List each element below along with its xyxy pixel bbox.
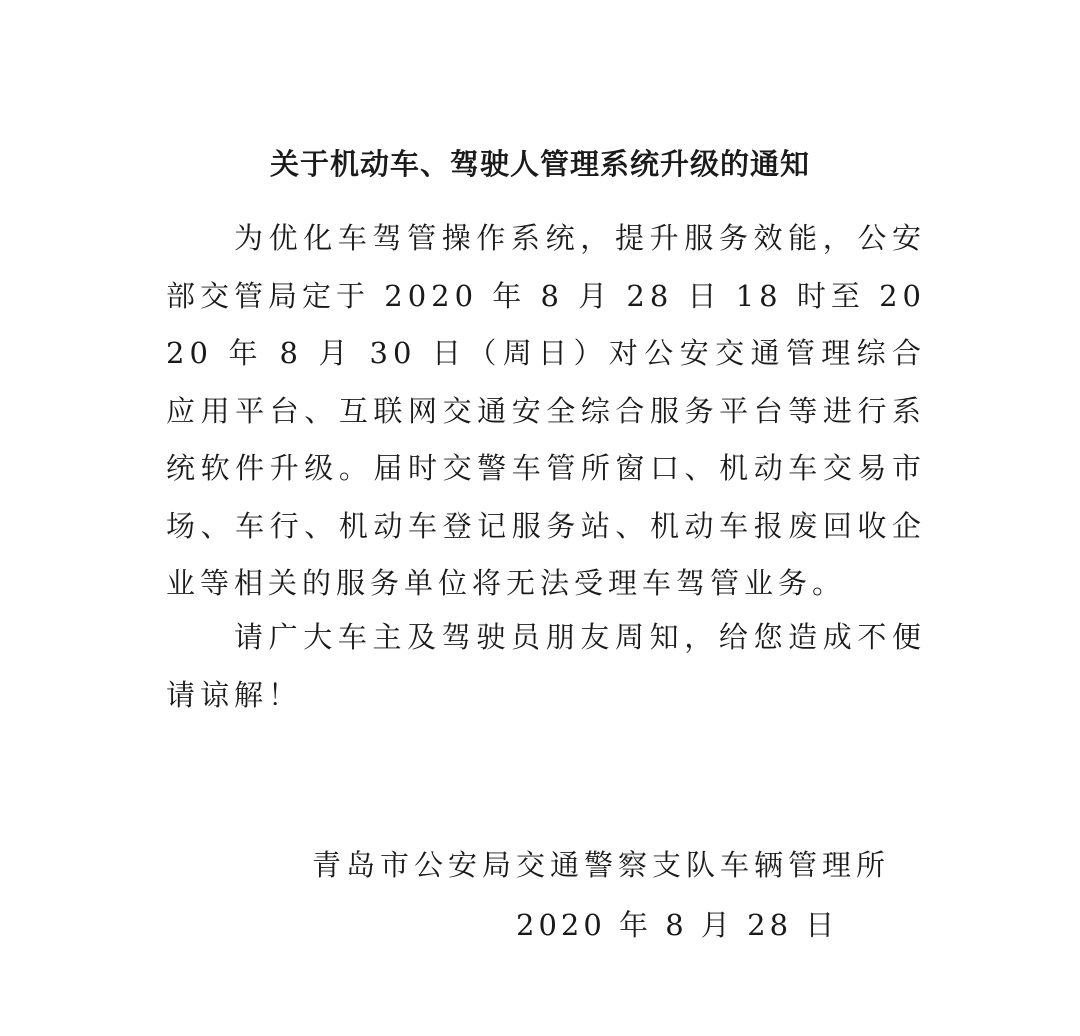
notice-paragraph-1: 为优化车驾管操作系统，提升服务效能，公安部交管局定于 2020 年 8 月 28 日 18 时至 2020 年 8 月 30 日（周日）对公安交通管理综合应用平台、互联网交通安全综合服务平台等进行系统软件升级。届时交警车管所窗口、机动车交易市场、车行、机动车登记服务站、机动车报废回收企业等相关的服务单位将无法受理车驾管业务。 <box>166 221 926 600</box>
issue-date: 2020 年 8 月 28 日 <box>516 908 839 942</box>
issuer-signature: 青岛市公安局交通警察支队车辆管理所 <box>311 848 890 882</box>
notice-paragraph-2: 请广大车主及驾驶员朋友周知，给您造成不便请谅解！ <box>166 620 926 712</box>
notice-title: 关于机动车、驾驶人管理系统升级的通知 <box>269 147 810 181</box>
